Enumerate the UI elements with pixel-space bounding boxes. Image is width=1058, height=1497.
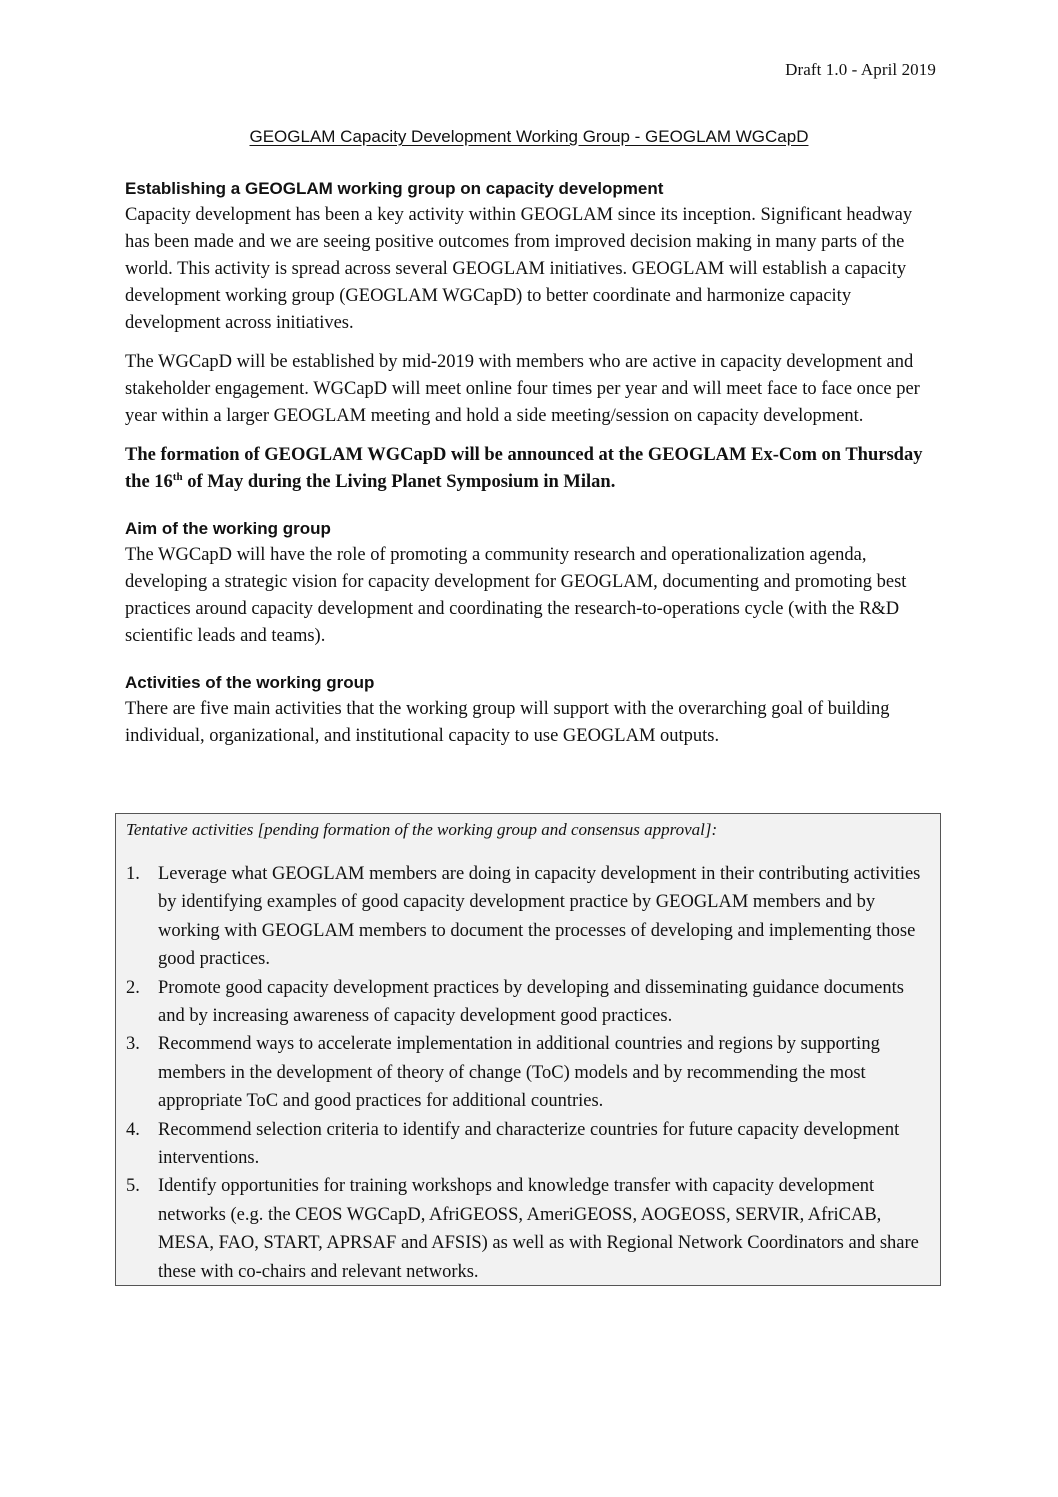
list-item-text: Promote good capacity development practices by developing and disseminating guidance documents and by increasing awareness of capacity development good practices. (158, 977, 904, 1027)
box-intro: Tentative activities [pending formation of the working group and consensus approval]: (126, 820, 718, 839)
paragraph: Capacity development has been a key activity within GEOGLAM since its inception. Significant headway has been made and we are seeing positive outcomes from improved decision making in many parts of the world. This activity is spread across several GEOGLAM initiatives. GEOGLAM will establish a capacity development working group (GEOGLAM WGCapD) to better coordinate and harmonize capacity development across initiatives. (125, 205, 913, 333)
paragraph: The WGCapD will be established by mid-2019 with members who are active in capacity development and stakeholder engagement. WGCapD will meet online four times per year and will meet face to face once per year within a larger GEOGLAM meeting and hold a side meeting/session on capacity development. (125, 352, 920, 426)
list-item (126, 1030, 930, 1115)
paragraph: The WGCapD will have the role of promoting a community research and operationalization agenda, developing a strategic vision for capacity development for GEOGLAM, documenting and promoting best practices around capacity development and coordinating the research-to-operations cycle (with the R&D scientific leads and teams). (125, 545, 907, 646)
list-item-text: Recommend selection criteria to identify and characterize countries for future capacity development interventions. (158, 1119, 900, 1169)
draft-version-label: Draft 1.0 - April 2019 (785, 60, 936, 79)
ordinal-suffix: th (172, 470, 183, 483)
document-body (125, 175, 940, 750)
list-item (126, 860, 930, 974)
list-item (126, 1172, 930, 1286)
list-number: 2. (126, 977, 140, 998)
list-number: 5. (126, 1176, 140, 1197)
section-heading: Activities of the working group (125, 673, 375, 692)
section-heading: Aim of the working group (125, 519, 331, 538)
section-aim (125, 515, 940, 650)
list-item (126, 1116, 930, 1173)
document-title: GEOGLAM Capacity Development Working Group - GEOGLAM WGCapD (249, 127, 809, 146)
list-number: 1. (126, 864, 140, 884)
section-establishing (125, 175, 940, 496)
list-item-text: Identify opportunities for training workshops and knowledge transfer with capacity development networks (e.g. the CEOS WGCapD, AfriGEOSS, AmeriGEOSS, AOGEOSS, SERVIR, AfriCAB, MESA, FAO, START, APRSAF and AFSIS) as well as with Regional Network Coordinators and share these with co-chairs and relevant networks. (158, 1176, 919, 1282)
section-activities (125, 669, 940, 750)
section-heading: Establishing a GEOGLAM working group on capacity development (125, 179, 664, 198)
activities-list (126, 860, 930, 1286)
list-item-text: Recommend ways to accelerate implementation in additional countries and regions by supporting members in the development of theory of change (ToC) models and by recommending the most appropriate ToC and good practices for additional countries. (158, 1034, 880, 1112)
announcement-paragraph (125, 442, 940, 496)
announcement-text: The formation of GEOGLAM WGCapD will be announced at the GEOGLAM Ex-Com on Thursday the 16 (125, 445, 923, 492)
tentative-activities-box (115, 813, 941, 1286)
paragraph: There are five main activities that the working group will support with the overarching goal of building individual, organizational, and institutional capacity to use GEOGLAM outputs. (125, 699, 890, 746)
list-number: 3. (126, 1034, 140, 1055)
list-item (126, 974, 930, 1031)
list-number: 4. (126, 1119, 140, 1140)
announcement-text-end: of May during the Living Planet Symposium in Milan. (182, 472, 616, 492)
list-item-text: Leverage what GEOGLAM members are doing in capacity development in their contributing activities by identifying examples of good capacity development practice by GEOGLAM members and by working with GEOGLAM members to document the processes of developing and implementing those good practices. (158, 864, 921, 970)
